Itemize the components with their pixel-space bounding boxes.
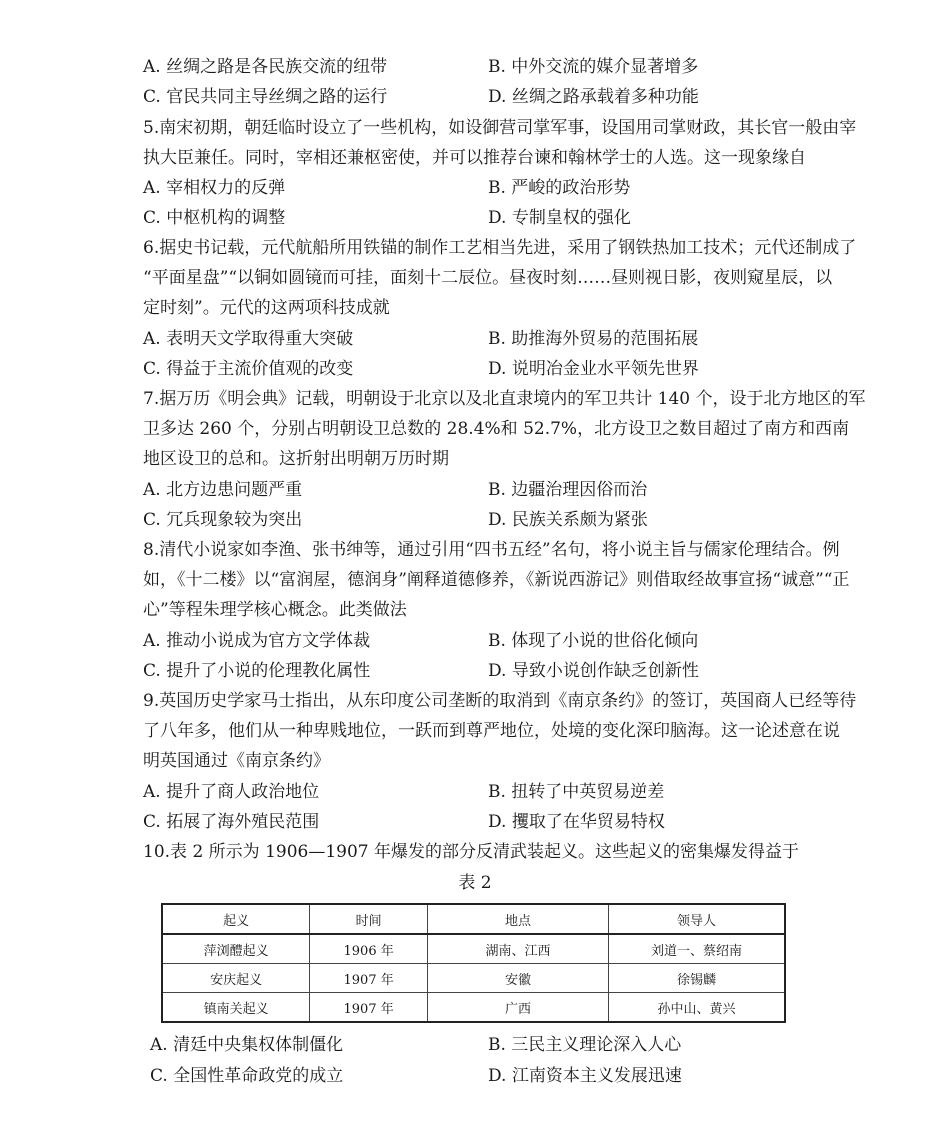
- q7-stem-line: 地区设卫的总和。这折射出明朝万历时期: [143, 449, 449, 469]
- q4-option-b: B. 中外交流的媒介显著增多: [488, 57, 699, 77]
- q6-stem-line: “平面星盘”“以铜如圆镜而可挂，面刻十二辰位。昼夜时刻……昼则视日影，夜则窥星辰，以: [143, 268, 833, 288]
- q9-option-c: C. 拓展了海外殖民范围: [143, 812, 320, 832]
- q8-option-d: D. 导致小说创作缺乏创新性: [488, 661, 699, 681]
- q10-option-c: C. 全国性革命政党的成立: [150, 1066, 344, 1086]
- q6-stem-line: 6.据史书记载，元代航船所用铁锚的制作工艺相当先进，采用了钢铁热加工技术；元代还制成了: [143, 238, 857, 258]
- table-row: [162, 934, 785, 964]
- uprisings-table: [161, 903, 786, 1023]
- table-cell: 湖南、江西: [428, 934, 609, 964]
- q6-stem-line: 定时刻”。元代的这两项科技成就: [143, 298, 390, 318]
- q7-option-a: A. 北方边患问题严重: [143, 480, 303, 500]
- table-cell: 徐锡麟: [608, 964, 785, 993]
- table-header-row: [162, 904, 785, 934]
- q9-stem-line: 9.英国历史学家马士指出，从东印度公司垄断的取消到《南京条约》的签订，英国商人已经等待: [143, 691, 857, 711]
- table-header-cell: 领导人: [608, 904, 785, 934]
- table-cell: 广西: [428, 993, 609, 1023]
- q5-option-a: A. 宰相权力的反弹: [143, 178, 286, 198]
- table-cell: 萍浏醴起义: [162, 934, 310, 964]
- q5-option-b: B. 严峻的政治形势: [488, 178, 631, 198]
- q7-stem-line: 7.据万历《明会典》记载，明朝设于北京以及北直隶境内的军卫共计 140 个，设于北方地区的军: [143, 389, 866, 409]
- q10-option-a: A. 清廷中央集权体制僵化: [150, 1035, 344, 1055]
- table-header-cell: 起义: [162, 904, 310, 934]
- q5-option-d: D. 专制皇权的强化: [488, 208, 631, 228]
- table-cell: 安庆起义: [162, 964, 310, 993]
- q5-stem-line: 执大臣兼任。同时，宰相还兼枢密使，并可以推荐台谏和翰林学士的人选。这一现象缘自: [143, 148, 806, 168]
- q8-stem-line: 如，《十二楼》以“富润屋，德润身”阐释道德修养，《新说西游记》则借取经故事宣扬“诚意”“正: [143, 570, 850, 590]
- q8-stem-line: 心”等程朱理学核心概念。此类做法: [143, 600, 407, 620]
- q4-option-d: D. 丝绸之路承载着多种功能: [488, 87, 699, 107]
- q9-stem-line: 了八年多，他们从一种卑贱地位，一跃而到尊严地位，处境的变化深印脑海。这一论述意在说: [143, 721, 840, 741]
- table-header-cell: 地点: [428, 904, 609, 934]
- q8-option-b: B. 体现了小说的世俗化倾向: [488, 631, 699, 651]
- table-cell: 1907 年: [310, 993, 428, 1023]
- table-row: [162, 964, 785, 993]
- q7-option-d: D. 民族关系颇为紧张: [488, 510, 648, 530]
- q6-option-a: A. 表明天文学取得重大突破: [143, 329, 354, 349]
- q4-option-c: C. 官民共同主导丝绸之路的运行: [143, 87, 388, 107]
- q9-option-d: D. 攫取了在华贸易特权: [488, 812, 665, 832]
- q10-stem-line: 10.表 2 所示为 1906—1907 年爆发的部分反清武装起义。这些起义的密集爆发得益于: [143, 842, 799, 862]
- q7-stem-line: 卫多达 260 个，分别占明朝设卫总数的 28.4%和 52.7%，北方设卫之数目超过了南方和西南: [143, 419, 850, 439]
- table-cell: 孙中山、黄兴: [608, 993, 785, 1023]
- table-header-cell: 时间: [310, 904, 428, 934]
- q6-option-c: C. 得益于主流价值观的改变: [143, 359, 354, 379]
- q7-option-c: C. 冗兵现象较为突出: [143, 510, 303, 530]
- q5-stem-line: 5.南宋初期，朝廷临时设立了一些机构，如设御营司掌军事，设国用司掌财政，其长官一般由宰: [143, 118, 857, 138]
- table-cell: 镇南关起义: [162, 993, 310, 1023]
- table-cell: 1907 年: [310, 964, 428, 993]
- q5-option-c: C. 中枢机构的调整: [143, 208, 286, 228]
- table-row: [162, 993, 785, 1023]
- q10-option-b: B. 三民主义理论深入人心: [488, 1035, 682, 1055]
- q8-option-a: A. 推动小说成为官方文学体裁: [143, 631, 371, 651]
- q7-option-b: B. 边疆治理因俗而治: [488, 480, 648, 500]
- q9-option-b: B. 扭转了中英贸易逆差: [488, 782, 665, 802]
- table-cell: 1906 年: [310, 934, 428, 964]
- q8-option-c: C. 提升了小说的伦理教化属性: [143, 661, 371, 681]
- q6-option-d: D. 说明冶金业水平领先世界: [488, 359, 699, 379]
- table-caption: 表 2: [458, 873, 492, 893]
- q8-stem-line: 8.清代小说家如李渔、张书绅等，通过引用“四书五经”名句，将小说主旨与儒家伦理结合。例: [143, 540, 840, 560]
- table-cell: 刘道一、蔡绍南: [608, 934, 785, 964]
- q4-option-a: A. 丝绸之路是各民族交流的纽带: [143, 57, 388, 77]
- q9-stem-line: 明英国通过《南京条约》: [143, 751, 330, 771]
- table-cell: 安徽: [428, 964, 609, 993]
- q10-option-d: D. 江南资本主义发展迅速: [488, 1066, 682, 1086]
- q9-option-a: A. 提升了商人政治地位: [143, 782, 320, 802]
- q6-option-b: B. 助推海外贸易的范围拓展: [488, 329, 699, 349]
